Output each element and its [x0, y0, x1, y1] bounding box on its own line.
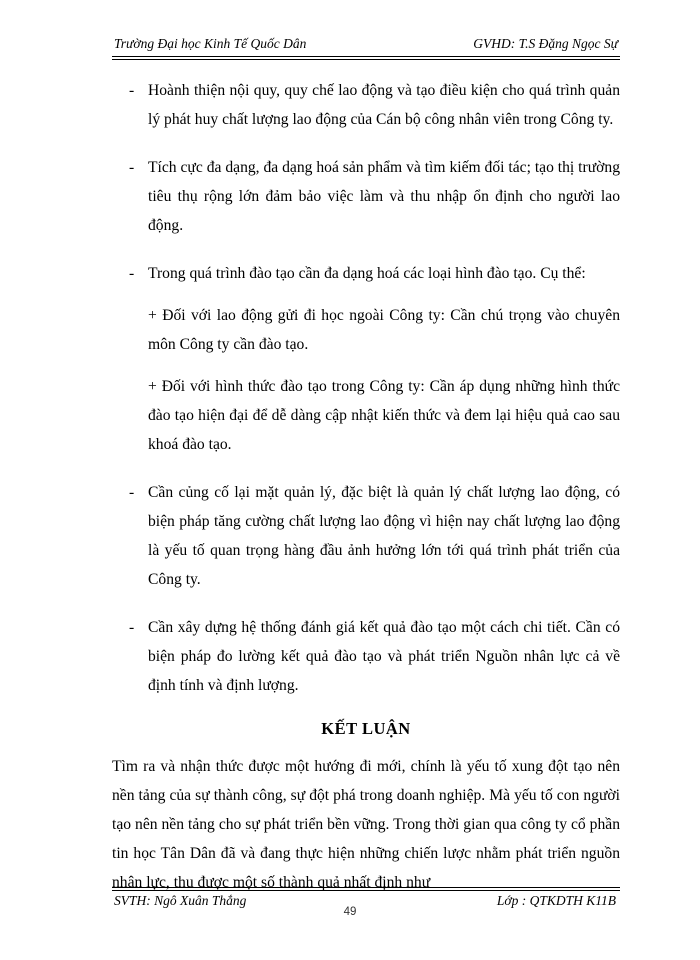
list-item — [112, 76, 620, 134]
footer-rule — [112, 887, 620, 888]
list-item-text: Tích cực đa dạng, đa dạng hoá sản phẩm và tìm kiếm đối tác; tạo thị trường tiêu thụ rộng lớn đảm bảo việc làm và thu nhập ổn định cho người lao động. — [148, 159, 620, 234]
footer-student: SVTH: Ngô Xuân Thắng — [114, 893, 247, 908]
list-item-text: Trong quá trình đào tạo cần đa dạng hoá các loại hình đào tạo. Cụ thể: — [148, 265, 586, 282]
list-item — [112, 153, 620, 240]
sub-item: + Đối với hình thức đào tạo trong Công ty: Cần áp dụng những hình thức đào tạo hiện đại để dễ dàng cập nhật kiến thức và đem lại hiệu quả cao sau khoá đào tạo. — [148, 378, 620, 453]
list-item-text: Cần xây dựng hệ thống đánh giá kết quả đào tạo một cách chi tiết. Cần có biện pháp đo lường kết quả đào tạo và phát triển Nguồn nhân lực cả về định tính và định lượng. — [148, 619, 620, 694]
list-item-text: Hoành thiện nội quy, quy chế lao động và tạo điều kiện cho quá trình quản lý phát huy chất lượng lao động của Cán bộ công nhân viên trong Công ty. — [148, 82, 620, 128]
footer-rule-thin — [112, 890, 620, 891]
list-item — [112, 259, 620, 288]
page-header — [112, 36, 620, 54]
header-rule-thin — [112, 59, 620, 60]
bullet-dash: - — [129, 82, 135, 99]
list-item-text: Cần củng cố lại mặt quản lý, đặc biệt là quản lý chất lượng lao động, có biện pháp tăng cường chất lượng lao động vì hiện nay chất lượng lao động là yếu tố quan trọng hàng đầu ảnh hưởng lớn tới quá trình phát triển của Công ty. — [148, 484, 620, 588]
bullet-dash: - — [129, 484, 135, 501]
list-item — [112, 613, 620, 700]
list-item — [112, 478, 620, 594]
header-rule — [112, 56, 620, 57]
header-school: Trường Đại học Kinh Tế Quốc Dân — [114, 36, 307, 51]
section-title: KẾT LUẬN — [321, 719, 411, 738]
bullet-dash: - — [129, 265, 135, 282]
page-body — [112, 76, 620, 897]
sub-item: + Đối với lao động gửi đi học ngoài Công ty: Cần chú trọng vào chuyên môn Công ty cần đào tạo. — [148, 307, 620, 353]
footer-class: Lớp : QTKDTH K11B — [496, 893, 616, 908]
conclusion-paragraph: Tìm ra và nhận thức được một hướng đi mới, chính là yếu tố xung đột tạo nên nền tảng của sự thành công, sự đột phá trong doanh nghiệp. Mà yếu tố con người tạo nên nền tảng cho sự phát triển bền vững. Trong thời gian qua công ty cổ phần tin học Tân Dân đã và đang thực hiện những chiến lược nhằm phát triển nguồn nhân lực, thu được một số thành quả nhất định như — [112, 758, 620, 891]
bullet-dash: - — [129, 619, 135, 636]
header-supervisor: GVHD: T.S Đặng Ngọc Sự — [473, 36, 618, 51]
page-number: 49 — [343, 906, 357, 918]
bullet-dash: - — [129, 159, 135, 176]
